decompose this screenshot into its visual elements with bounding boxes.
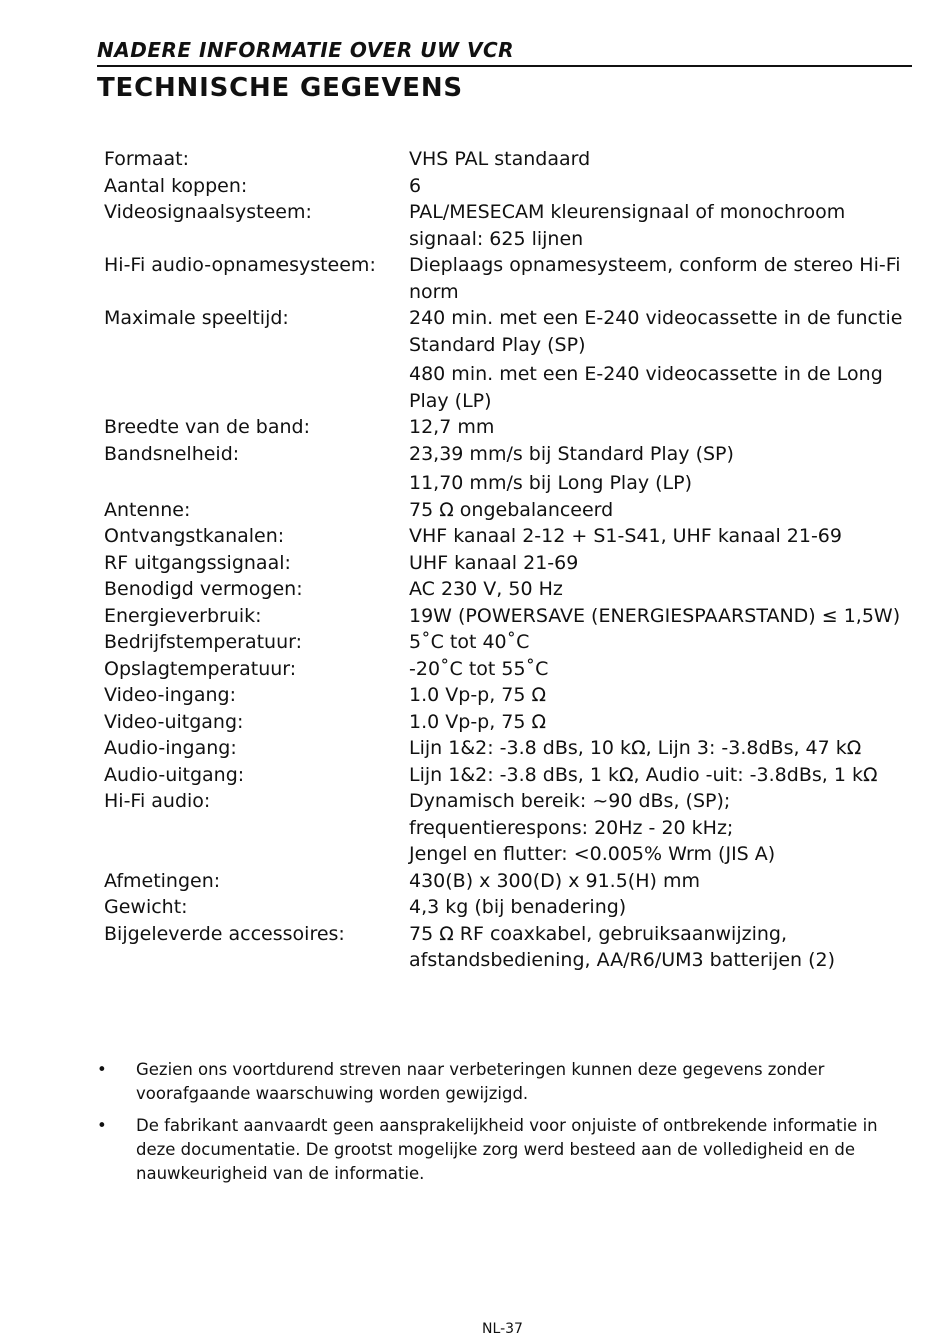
spec-value: [409, 497, 914, 524]
spec-value-line: 5˚C tot 40˚C: [409, 631, 530, 653]
spec-value: [409, 441, 914, 497]
spec-row: [104, 921, 914, 974]
spec-row: [104, 199, 914, 252]
notes-list: [97, 1058, 912, 1194]
spec-label: Hi-Fi audio-opnamesysteem:: [104, 254, 376, 276]
spec-value-line: Lijn 1&2: -3.8 dBs, 1 kΩ, Audio -uit: -3.8dBs, 1 kΩ: [409, 763, 878, 786]
spec-value: [409, 199, 914, 252]
spec-value-line: Lijn 1&2: -3.8 dBs, 10 kΩ, Lijn 3: -3.8dBs, 47 kΩ: [409, 737, 862, 759]
spec-value-line: 12,7 mm: [409, 416, 495, 438]
spec-value-line: 1.0 Vp-p, 75 Ω: [409, 684, 547, 706]
note-item: [97, 1114, 912, 1186]
spec-value-line: 11,70 mm/s bij Long Play (LP): [409, 472, 692, 494]
section-header: [97, 38, 912, 67]
spec-value: [409, 894, 914, 921]
spec-value: [409, 603, 914, 630]
spec-value: [409, 523, 914, 550]
spec-value-line: 480 min. met een E-240 videocassette in de Long Play (LP): [409, 363, 883, 412]
spec-value-line: 430(B) x 300(D) x 91.5(H) mm: [409, 869, 700, 892]
spec-row: [104, 762, 914, 789]
bullet-icon: •: [97, 1116, 107, 1135]
spec-value: [409, 682, 914, 709]
spec-value: [409, 173, 914, 200]
spec-row: [104, 894, 914, 921]
spec-value-line: UHF kanaal 21-69: [409, 551, 579, 574]
spec-label: Breedte van de band:: [104, 416, 311, 438]
spec-row: [104, 497, 914, 524]
spec-value: [409, 709, 914, 736]
spec-row: [104, 709, 914, 736]
spec-value-line: AC 230 V, 50 Hz: [409, 578, 563, 600]
spec-row: [104, 414, 914, 441]
spec-value: [409, 576, 914, 603]
note-text: Gezien ons voortdurend streven naar verbeteringen kunnen deze gegevens zonder voorafgaande waarschuwing worden gewijzigd.: [136, 1060, 825, 1103]
spec-row: [104, 629, 914, 656]
spec-table: [104, 146, 914, 974]
spec-value: [409, 629, 914, 656]
spec-row: [104, 868, 914, 895]
spec-row: [104, 735, 914, 762]
spec-label: Gewicht:: [104, 896, 188, 918]
spec-value: [409, 414, 914, 441]
spec-label: Ontvangstkanalen:: [104, 525, 285, 547]
spec-value: [409, 762, 914, 789]
section-title: NADERE INFORMATIE OVER UW VCR: [97, 38, 515, 62]
spec-value: [409, 252, 914, 305]
spec-label: Audio-uitgang:: [104, 763, 245, 786]
page-title: TECHNISCHE GEGEVENS: [97, 73, 463, 103]
spec-label: Video-uitgang:: [104, 710, 244, 733]
spec-value: [409, 550, 914, 577]
spec-value-line: 75 Ω RF coaxkabel, gebruiksaanwijzing, afstandsbediening, AA/R6/UM3 batterijen (2): [409, 922, 835, 971]
spec-label: Formaat:: [104, 148, 189, 170]
spec-value-line: 19W (POWERSAVE (ENERGIESPAARSTAND) ≤ 1,5W): [409, 604, 901, 627]
spec-value: [409, 788, 914, 868]
spec-label: Hi-Fi audio:: [104, 790, 211, 812]
spec-value-line: Dieplaags opnamesysteem, conform de stereo Hi-Fi norm: [409, 254, 901, 303]
spec-label: Afmetingen:: [104, 869, 221, 892]
note-text: De fabrikant aanvaardt geen aansprakelijkheid voor onjuiste of ontbrekende informatie in deze documentatie. De grootst mogelijke zorg werd besteed aan de volledigheid en de nauwkeurigheid van de informatie.: [136, 1116, 878, 1183]
page-number: NL-37: [482, 1321, 523, 1337]
spec-row: [104, 576, 914, 603]
spec-value-line: Dynamisch bereik: ~90 dBs, (SP); frequentierespons: 20Hz - 20 kHz; Jengel en flutter: <0.005% Wrm (JIS A): [409, 790, 776, 865]
spec-label: Video-ingang:: [104, 684, 236, 706]
spec-value-line: 1.0 Vp-p, 75 Ω: [409, 710, 547, 733]
spec-value-line: -20˚C tot 55˚C: [409, 657, 549, 680]
spec-value-line: VHF kanaal 2-12 + S1-S41, UHF kanaal 21-69: [409, 525, 842, 547]
spec-label: Videosignaalsysteem:: [104, 201, 312, 223]
spec-value-line: 6: [409, 174, 422, 197]
spec-row: [104, 550, 914, 577]
spec-value-line: VHS PAL standaard: [409, 148, 591, 170]
spec-label: Aantal koppen:: [104, 174, 248, 197]
spec-label: Maximale speeltijd:: [104, 307, 289, 329]
spec-row: [104, 441, 914, 497]
spec-label: Energieverbruik:: [104, 604, 262, 627]
spec-label: Bedrijfstemperatuur:: [104, 631, 303, 653]
spec-row: [104, 682, 914, 709]
spec-value-line: 75 Ω ongebalanceerd: [409, 498, 614, 521]
spec-value: [409, 921, 914, 974]
spec-label: Benodigd vermogen:: [104, 578, 303, 600]
spec-value: [409, 656, 914, 683]
spec-label: Bijgeleverde accessoires:: [104, 922, 345, 945]
spec-value: [409, 305, 914, 414]
spec-label: RF uitgangssignaal:: [104, 551, 291, 574]
spec-value: [409, 146, 914, 173]
spec-label: Audio-ingang:: [104, 737, 237, 759]
spec-value: [409, 735, 914, 762]
spec-row: [104, 146, 914, 173]
note-item: [97, 1058, 912, 1106]
spec-value: [409, 868, 914, 895]
spec-value-line: 23,39 mm/s bij Standard Play (SP): [409, 442, 734, 465]
spec-label: Opslagtemperatuur:: [104, 657, 297, 680]
spec-label: Antenne:: [104, 498, 191, 521]
spec-row: [104, 173, 914, 200]
spec-value-line: 240 min. met een E-240 videocassette in de functie Standard Play (SP): [409, 307, 903, 356]
spec-row: [104, 603, 914, 630]
spec-row: [104, 656, 914, 683]
spec-row: [104, 252, 914, 305]
bullet-icon: •: [97, 1060, 107, 1079]
spec-value-line: PAL/MESECAM kleurensignaal of monochroom signaal: 625 lijnen: [409, 201, 846, 250]
spec-label: Bandsnelheid:: [104, 442, 240, 465]
spec-row: [104, 305, 914, 414]
spec-row: [104, 788, 914, 868]
spec-value-line: 4,3 kg (bij benadering): [409, 896, 627, 918]
spec-row: [104, 523, 914, 550]
